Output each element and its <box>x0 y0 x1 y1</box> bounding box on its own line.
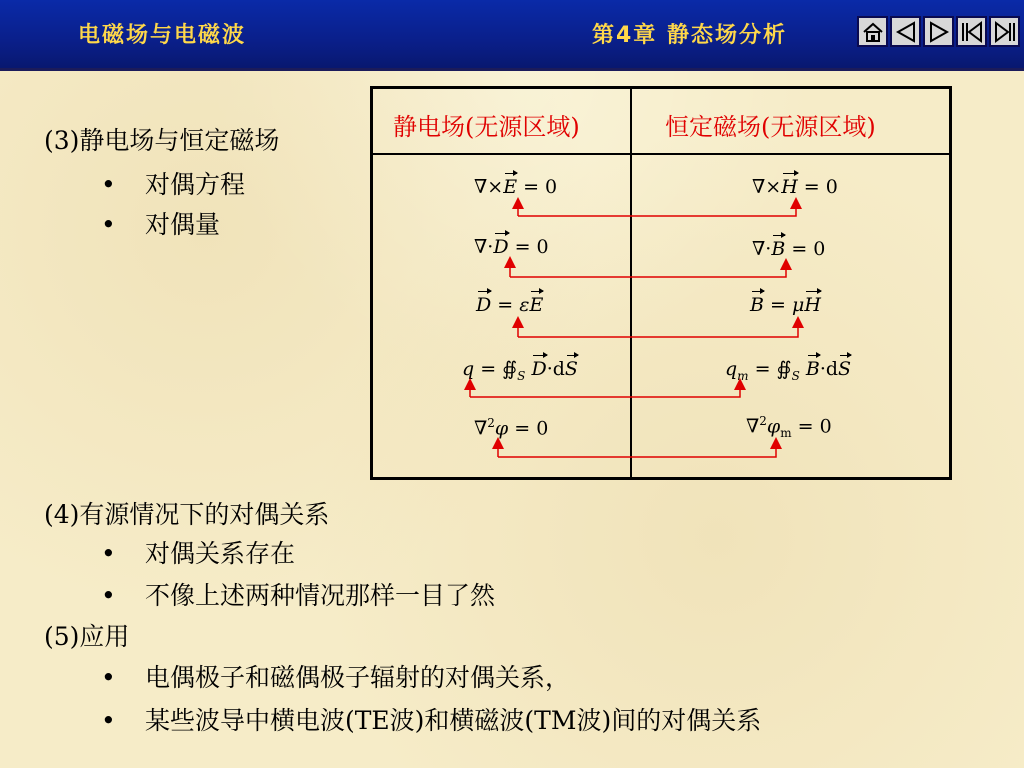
bullet-dot: • <box>101 581 116 610</box>
eq-d-eps-e: D = εE <box>476 294 544 316</box>
table-header-electrostatic: 静电场(无源区域) <box>393 113 580 141</box>
eq-curl-e: ∇×E = 0 <box>474 176 558 198</box>
eq-gauss-electric: $q = ∯_S$ D·dS <box>462 358 578 383</box>
section4-bullet-1 <box>101 541 295 566</box>
course-title: 电磁场与电磁波 <box>78 23 247 48</box>
section3-title: (3)静电场与恒定磁场 <box>44 126 280 155</box>
bullet-dot: • <box>101 539 116 568</box>
section5-bullet-2 <box>101 708 761 733</box>
section4-title: (4)有源情况下的对偶关系 <box>44 500 330 529</box>
section4-bullet-2 <box>101 583 495 608</box>
bullet-dot: • <box>101 170 116 199</box>
bullet-text: 某些波导中横电波(TE波)和横磁波(TM波)间的对偶关系 <box>145 706 762 735</box>
eq-div-b: ∇·B = 0 <box>752 238 826 260</box>
eq-div-d: ∇·D = 0 <box>474 236 549 258</box>
bullet-text: 不像上述两种情况那样一目了然 <box>145 581 496 610</box>
bullet-text: 对偶关系存在 <box>145 539 296 568</box>
section5-bullet-1 <box>101 665 570 690</box>
section5-title: (5)应用 <box>44 622 130 651</box>
eq-laplace-phi: ∇$^2$φ = 0 <box>474 416 549 440</box>
bullet-dot: • <box>101 706 116 735</box>
bullet-dot: • <box>101 663 116 692</box>
eq-b-mu-h: B = μH <box>750 294 821 316</box>
table-header-magnetostatic: 恒定磁场(无源区域) <box>665 113 876 141</box>
chapter-title: 第4章 静态场分析 <box>592 23 787 48</box>
bullet-text: 对偶量 <box>145 210 221 239</box>
eq-laplace-phim: $\nabla^2\varphi_m = 0$ <box>746 414 832 441</box>
bullet-text: 电偶极子和磁偶极子辐射的对偶关系， <box>145 663 571 692</box>
bullet-dot: • <box>101 210 116 239</box>
eq-curl-h: ∇×H = 0 <box>752 176 838 198</box>
eq-gauss-magnetic: $q_m$ = $∯_S$ B·dS <box>725 358 852 383</box>
bullet-text: 对偶方程 <box>145 170 246 199</box>
